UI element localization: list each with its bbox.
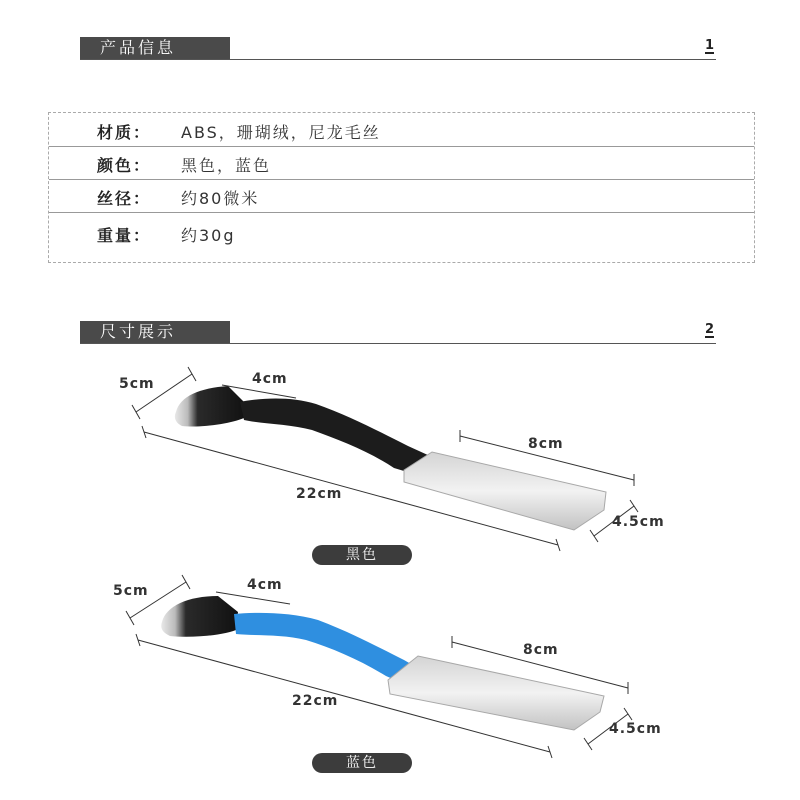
spec-value: 黑色，蓝色 bbox=[181, 156, 272, 175]
section-title: 尺寸展示 bbox=[80, 321, 230, 343]
dim-pad-width: 4.5cm bbox=[609, 721, 662, 737]
brush-handle bbox=[240, 399, 430, 475]
spec-label: 重量： bbox=[97, 226, 152, 245]
color-label-black: 黑色 bbox=[312, 545, 412, 565]
dim-total-length: 22cm bbox=[292, 693, 339, 709]
spec-value: 约30g bbox=[181, 226, 236, 245]
spec-value: 约80微米 bbox=[181, 189, 260, 208]
spec-label: 颜色： bbox=[97, 156, 152, 175]
dim-pad-length: 8cm bbox=[523, 642, 559, 658]
dim-head-width: 5cm bbox=[113, 583, 149, 599]
dim-total-length: 22cm bbox=[296, 486, 343, 502]
brush-blue bbox=[161, 596, 604, 730]
section-number: 2 bbox=[704, 322, 714, 337]
brush-bristles bbox=[161, 596, 238, 637]
spec-label: 材质： bbox=[97, 123, 152, 142]
dim-bristle-length: 4cm bbox=[247, 577, 283, 593]
microfiber-pad bbox=[404, 452, 606, 530]
color-label-blue: 蓝色 bbox=[312, 753, 412, 773]
microfiber-pad bbox=[388, 656, 604, 730]
dim-bristle-length: 4cm bbox=[252, 371, 288, 387]
spec-label: 丝径： bbox=[97, 189, 152, 208]
dim-pad-length: 8cm bbox=[528, 436, 564, 452]
dim-pad-width: 4.5cm bbox=[612, 514, 665, 530]
brush-bristles bbox=[175, 386, 246, 427]
section-title: 产品信息 bbox=[80, 37, 230, 59]
section-number: 1 bbox=[704, 38, 714, 53]
dim-head-width: 5cm bbox=[119, 376, 155, 392]
spec-value: ABS，珊瑚绒，尼龙毛丝 bbox=[181, 123, 381, 142]
